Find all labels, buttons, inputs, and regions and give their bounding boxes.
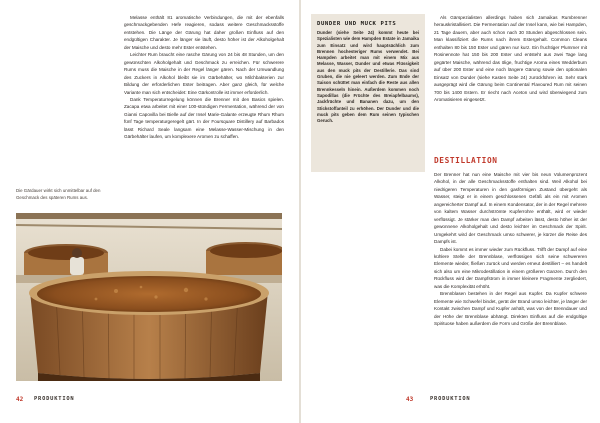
worker-figure [70,248,84,275]
left-paragraph-1: Melasse enthält 81 aromatische Verbindungen, die mit der ebenfalls geschmackgebenden Hefe reagieren, sodass weitere Geschmacksstoffe entstehen. Die Länge der Gärung hat daher großen Einfluss auf den endgültigen Charakter. Je länger sie läuft, desto höher ist der Alkoholgehalt der Maische und desto mehr Ester entstehen. [124,15,284,50]
right-running-footer: PRODUKTION [430,396,471,402]
sidebar-box-title: DUNDER UND MUCK PITS [317,21,397,27]
right-top-paragraph: Als Gärspezialisten allerdings haben sich Jamaikas Rumbrenner herauskristallisiert. Die Fermentation auf der Insel kann, wie bei Hampden, 21 Tage dauern, aber auch schon nach 30 Stunden abgeschlossen sein. Man klassifiziert die Rums nach ihrem Estergehalt. Common Cleans enthalten 80 bis 150 Ester und gären nur kurz. Ein fruchtiger Plummer mit Rosinennote hat 150 bis 200 Ester und entsteht aus zwei Tage lang gegärter Maische, während das ölige, fruchtige Aroma eines Wedderburn auf über 200 Ester und eine noch längere Gärung sowie den optionalen Einsatz von Dunder (siehe Kasten Seite 24) zurückführen ist. Sehr stark ausgeprägt wird die Gärung beim Continental Flavoured Rum mit seinen 700 bis 1400 Estern. Er riecht nach Aceton und wird überwiegend zum Aromatisieren eingesetzt. [434,15,587,102]
right-bottom-text-column [434,171,587,328]
fermentation-vat-illustration [16,213,282,381]
right-paragraph-2: Dabei kommt es immer wieder zum Rückfluss. Trifft der Dampf auf eine kühlere Stelle der Brennblase, verflüssigen sich seine schwereren Elemente wieder, fließen zurück und werden erneut destilliert – es handelt sich also um eine Mikrodestillation in einem größeren Ganzen. Durch den Rückfluss wird der Dampfstrom in immer kleinere Fragmente zergliedert, was die Komplexität erhöht. [434,246,587,289]
left-running-footer: PRODUKTION [34,396,75,402]
sidebar-box-text: Dunder (siehe Seite 24) kommt heute bei Spezialisten wie dem Hampden Estate in Jamaika zum Einsatz und wird hauptsächlich zum Brennen hochesteriger Rums verwendet. Bei Hampden arbeitet man mit einem Mix aus Melasse, Wasser, Dunder und etwas Flüssigkeit aus den muck pits der Destillerie. Das sind Gruben, die nie geleert werden. Zum Ende der Saison schüttet man einfach die Reste aus allen Brennkesseln hinein. Außerdem kommen noch Sapodillas (die Früchte des Breiapfelbaums), Jackfrüchte und Bananen dazu, um den Stickstoffanteil zu erhöhen. Der Dunder und die muck pits geben dem Rum seinen typischen Geruch. [317,30,419,124]
photo-caption: Die Gärdauer wirkt sich unmittelbar auf den Geschmack des späteren Rums aus. [16,188,101,200]
left-page-number: 42 [16,396,24,403]
left-text-column [124,14,284,141]
left-page [0,0,299,423]
fermentation-vat-photo [16,213,282,381]
right-page [301,0,600,423]
right-paragraph-1: Der Brenner hat nun eine Maische mit vier bis neun Volumenprozent Alkohol, in der alle Geschmacksstoffe enthalten sind. Weil Alkohol bei niedrigeren Temperaturen in den gasförmigen Zustand übergeht als Wasser, steigt er in einem geschlossenen Gefäß als ein mit Aromen angereicherter Dampf auf. In einem Kondensator, der in der Regel mehrere von kaltem Wasser durchströmte Kupferrohre enthält, wird er wieder verflüssigt. Je stärker man den Dampf arbeiten lässt, desto höher ist der gewonnene Alkoholgehalt und desto leichter im Geschmack der Spirit. Umgekehrt wird der Geschmack umso schwerer, je kürzer die Reise des Dampfs ist. [434,172,587,245]
right-top-text-column [434,14,587,103]
section-heading: DESTILLATION [434,156,498,165]
left-paragraph-2: Leichter Rum braucht eine rasche Gärung von 24 bis 48 Stunden, um den gewünschten Alkoholgehalt und Geschmack zu erreichen. Für schwerere Rums muss die Maische in der Regel länger gären. Nach der Umwandlung des Zuckers in Alkohol bleibt sie im Gärbehälter, wo Milchbakterien zur Bildung der erforderlichen Ester beitragen. Aber ganz gleich, für welche Variante man sich entscheidet: Eine Gärkontrolle ist immer erforderlich. [124,52,284,95]
right-paragraph-3: Brennblasen bestehen in der Regel aus Kupfer. Da Kupfer schwere Elemente wie Schwefel bindet, gerät der Brand umso leichter, je länger der Kontakt zwischen Dampf und Kupfer anhält, was von der Brenndauer und der Höhe der Brennblase abhängt. Direkten Einfluss auf die endgültige Spirituose haben außerdem die Form und Größe der Brennblase. [434,291,587,327]
right-page-number: 43 [406,396,414,403]
left-paragraph-3: Dank Temperaturregelung können die Brenner mit den Basics spielen. Zacapa etwa arbeitet mit einer 100-stündigen Fermentation, während der von Gianni Capovilla bei Bielle auf der Insel Marie-Galante erzeugte Rhum Rhum fünf Tage temperaturgeregelt gärt. In der Foursquare Distillery auf Barbados lässt Richard Seale langsam eine Melasse-Wasser-Mischung in den Gärbehälter laufen, um komplexere Aromen zu schaffen. [124,96,284,140]
sidebar-box [311,14,425,172]
